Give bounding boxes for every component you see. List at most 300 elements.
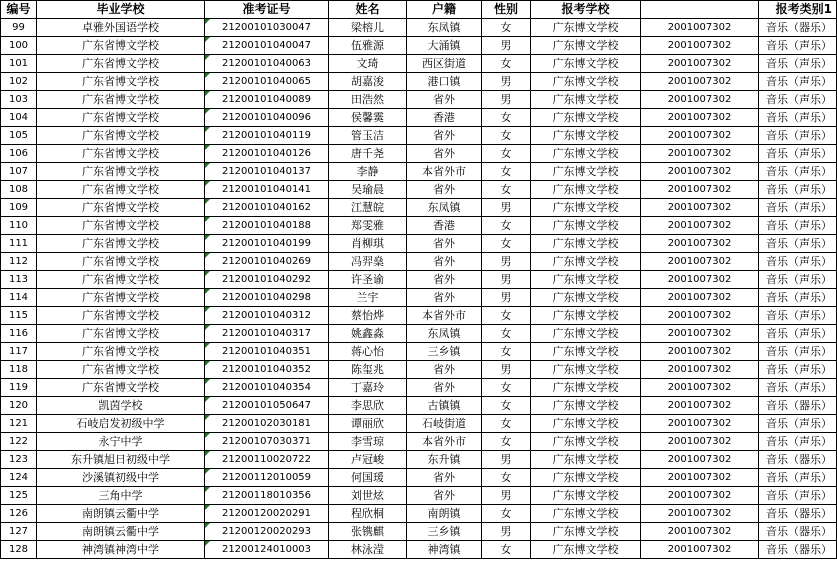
cell-category: 音乐（器乐） xyxy=(759,397,837,415)
cell-apply-school: 广东博文学校 xyxy=(531,487,641,505)
cell-name: 吴瑜晨 xyxy=(329,181,407,199)
cell-hukou: 省外 xyxy=(407,271,482,289)
cell-exam-no: 21200101040199 xyxy=(205,235,329,253)
cell-hukou: 本省外市 xyxy=(407,307,482,325)
cell-hukou: 香港 xyxy=(407,109,482,127)
table-row xyxy=(1,199,837,217)
table-row xyxy=(1,343,837,361)
cell-apply-school: 广东博文学校 xyxy=(531,523,641,541)
cell-hukou: 省外 xyxy=(407,361,482,379)
cell-hukou: 大涌镇 xyxy=(407,37,482,55)
cell-apply-school: 广东博文学校 xyxy=(531,289,641,307)
cell-id: 112 xyxy=(1,253,37,271)
table-row xyxy=(1,253,837,271)
cell-id: 105 xyxy=(1,127,37,145)
cell-exam-no: 21200101040065 xyxy=(205,73,329,91)
table-body xyxy=(1,19,837,559)
cell-name: 何国瑗 xyxy=(329,469,407,487)
cell-id: 126 xyxy=(1,505,37,523)
cell-apply-school: 广东博文学校 xyxy=(531,433,641,451)
cell-gender: 女 xyxy=(482,397,531,415)
cell-name: 姚鑫淼 xyxy=(329,325,407,343)
cell-name: 张镌麒 xyxy=(329,523,407,541)
cell-gender: 男 xyxy=(482,361,531,379)
table-row xyxy=(1,289,837,307)
cell-code: 2001007302 xyxy=(641,451,759,469)
cell-school: 广东省博文学校 xyxy=(37,55,205,73)
cell-code: 2001007302 xyxy=(641,487,759,505)
cell-exam-no: 21200101040312 xyxy=(205,307,329,325)
cell-gender: 女 xyxy=(482,325,531,343)
cell-id: 101 xyxy=(1,55,37,73)
cell-code: 2001007302 xyxy=(641,199,759,217)
cell-category: 音乐（声乐） xyxy=(759,37,837,55)
cell-name: 陈玺兆 xyxy=(329,361,407,379)
cell-id: 111 xyxy=(1,235,37,253)
cell-exam-no: 21200101040047 xyxy=(205,37,329,55)
table-row xyxy=(1,37,837,55)
cell-gender: 男 xyxy=(482,523,531,541)
cell-hukou: 西区街道 xyxy=(407,55,482,73)
cell-category: 音乐（器乐） xyxy=(759,451,837,469)
cell-school: 广东省博文学校 xyxy=(37,271,205,289)
cell-code: 2001007302 xyxy=(641,271,759,289)
cell-hukou: 东凤镇 xyxy=(407,199,482,217)
cell-id: 109 xyxy=(1,199,37,217)
cell-code: 2001007302 xyxy=(641,73,759,91)
header-id: 编号 xyxy=(1,1,37,19)
cell-apply-school: 广东博文学校 xyxy=(531,181,641,199)
table-row xyxy=(1,271,837,289)
cell-id: 106 xyxy=(1,145,37,163)
cell-name: 李静 xyxy=(329,163,407,181)
cell-id: 117 xyxy=(1,343,37,361)
cell-school: 沙溪镇初级中学 xyxy=(37,469,205,487)
table-row xyxy=(1,235,837,253)
cell-gender: 女 xyxy=(482,235,531,253)
table-row xyxy=(1,433,837,451)
cell-name: 唐千尧 xyxy=(329,145,407,163)
table-row xyxy=(1,109,837,127)
table-row xyxy=(1,415,837,433)
cell-exam-no: 21200101040096 xyxy=(205,109,329,127)
cell-id: 104 xyxy=(1,109,37,127)
cell-gender: 男 xyxy=(482,91,531,109)
cell-school: 广东省博文学校 xyxy=(37,307,205,325)
cell-gender: 男 xyxy=(482,451,531,469)
cell-id: 121 xyxy=(1,415,37,433)
cell-hukou: 省外 xyxy=(407,181,482,199)
cell-code: 2001007302 xyxy=(641,145,759,163)
cell-gender: 女 xyxy=(482,505,531,523)
cell-school: 神湾镇神湾中学 xyxy=(37,541,205,559)
cell-code: 2001007302 xyxy=(641,307,759,325)
cell-exam-no: 21200101040317 xyxy=(205,325,329,343)
cell-gender: 女 xyxy=(482,55,531,73)
cell-gender: 男 xyxy=(482,289,531,307)
cell-apply-school: 广东博文学校 xyxy=(531,397,641,415)
cell-code: 2001007302 xyxy=(641,343,759,361)
cell-gender: 女 xyxy=(482,433,531,451)
cell-hukou: 三乡镇 xyxy=(407,343,482,361)
cell-category: 音乐（声乐） xyxy=(759,325,837,343)
table-row xyxy=(1,163,837,181)
cell-school: 三角中学 xyxy=(37,487,205,505)
table-row xyxy=(1,307,837,325)
cell-category: 音乐（声乐） xyxy=(759,469,837,487)
cell-id: 123 xyxy=(1,451,37,469)
cell-code: 2001007302 xyxy=(641,541,759,559)
cell-name: 田浩然 xyxy=(329,91,407,109)
cell-school: 广东省博文学校 xyxy=(37,289,205,307)
cell-gender: 男 xyxy=(482,199,531,217)
cell-hukou: 省外 xyxy=(407,469,482,487)
table-row xyxy=(1,73,837,91)
cell-gender: 女 xyxy=(482,379,531,397)
cell-exam-no: 21200124010003 xyxy=(205,541,329,559)
cell-hukou: 东升镇 xyxy=(407,451,482,469)
cell-apply-school: 广东博文学校 xyxy=(531,19,641,37)
table-row xyxy=(1,181,837,199)
cell-category: 音乐（声乐） xyxy=(759,91,837,109)
cell-exam-no: 21200101040141 xyxy=(205,181,329,199)
cell-hukou: 古镇镇 xyxy=(407,397,482,415)
header-name: 姓名 xyxy=(329,1,407,19)
header-code xyxy=(641,1,759,19)
cell-id: 120 xyxy=(1,397,37,415)
cell-exam-no: 21200101040354 xyxy=(205,379,329,397)
cell-school: 广东省博文学校 xyxy=(37,343,205,361)
cell-id: 102 xyxy=(1,73,37,91)
cell-exam-no: 21200102030181 xyxy=(205,415,329,433)
cell-name: 胡嘉浚 xyxy=(329,73,407,91)
cell-code: 2001007302 xyxy=(641,433,759,451)
cell-code: 2001007302 xyxy=(641,163,759,181)
cell-gender: 男 xyxy=(482,73,531,91)
cell-exam-no: 21200101040089 xyxy=(205,91,329,109)
header-category: 报考类别1 xyxy=(759,1,837,19)
cell-id: 128 xyxy=(1,541,37,559)
cell-exam-no: 21200110020722 xyxy=(205,451,329,469)
cell-gender: 男 xyxy=(482,37,531,55)
cell-category: 音乐（声乐） xyxy=(759,73,837,91)
cell-category: 音乐（声乐） xyxy=(759,343,837,361)
header-exam-no: 准考证号 xyxy=(205,1,329,19)
cell-hukou: 省外 xyxy=(407,253,482,271)
cell-code: 2001007302 xyxy=(641,289,759,307)
cell-name: 蔡怡烨 xyxy=(329,307,407,325)
cell-exam-no: 21200101050647 xyxy=(205,397,329,415)
cell-name: 侯馨霙 xyxy=(329,109,407,127)
cell-code: 2001007302 xyxy=(641,109,759,127)
cell-school: 广东省博文学校 xyxy=(37,379,205,397)
cell-exam-no: 21200101040352 xyxy=(205,361,329,379)
header-gender: 性别 xyxy=(482,1,531,19)
cell-category: 音乐（声乐） xyxy=(759,55,837,73)
cell-category: 音乐（声乐） xyxy=(759,487,837,505)
cell-apply-school: 广东博文学校 xyxy=(531,361,641,379)
cell-gender: 女 xyxy=(482,307,531,325)
cell-school: 广东省博文学校 xyxy=(37,325,205,343)
cell-exam-no: 21200101040188 xyxy=(205,217,329,235)
cell-code: 2001007302 xyxy=(641,253,759,271)
cell-gender: 女 xyxy=(482,217,531,235)
cell-exam-no: 21200101040126 xyxy=(205,145,329,163)
cell-hukou: 南朗镇 xyxy=(407,505,482,523)
cell-id: 99 xyxy=(1,19,37,37)
table-row xyxy=(1,469,837,487)
cell-school: 广东省博文学校 xyxy=(37,163,205,181)
cell-hukou: 省外 xyxy=(407,235,482,253)
cell-exam-no: 21200101030047 xyxy=(205,19,329,37)
cell-code: 2001007302 xyxy=(641,379,759,397)
table-row xyxy=(1,397,837,415)
cell-exam-no: 21200112010059 xyxy=(205,469,329,487)
cell-school: 广东省博文学校 xyxy=(37,91,205,109)
cell-id: 124 xyxy=(1,469,37,487)
cell-name: 兰宇 xyxy=(329,289,407,307)
cell-school: 东升镇旭日初级中学 xyxy=(37,451,205,469)
cell-school: 广东省博文学校 xyxy=(37,37,205,55)
cell-gender: 女 xyxy=(482,343,531,361)
cell-gender: 男 xyxy=(482,487,531,505)
cell-gender: 男 xyxy=(482,271,531,289)
cell-school: 广东省博文学校 xyxy=(37,235,205,253)
table-row xyxy=(1,361,837,379)
cell-school: 广东省博文学校 xyxy=(37,73,205,91)
cell-name: 程欣桐 xyxy=(329,505,407,523)
cell-apply-school: 广东博文学校 xyxy=(531,55,641,73)
cell-school: 广东省博文学校 xyxy=(37,199,205,217)
cell-apply-school: 广东博文学校 xyxy=(531,325,641,343)
cell-id: 125 xyxy=(1,487,37,505)
cell-hukou: 省外 xyxy=(407,487,482,505)
cell-school: 广东省博文学校 xyxy=(37,361,205,379)
cell-hukou: 东凤镇 xyxy=(407,325,482,343)
cell-category: 音乐（器乐） xyxy=(759,523,837,541)
cell-apply-school: 广东博文学校 xyxy=(531,271,641,289)
table-row xyxy=(1,91,837,109)
cell-exam-no: 21200120020293 xyxy=(205,523,329,541)
cell-gender: 女 xyxy=(482,127,531,145)
cell-name: 郑雯雅 xyxy=(329,217,407,235)
cell-apply-school: 广东博文学校 xyxy=(531,235,641,253)
cell-exam-no: 21200101040162 xyxy=(205,199,329,217)
table-row xyxy=(1,451,837,469)
cell-id: 118 xyxy=(1,361,37,379)
cell-exam-no: 21200120020291 xyxy=(205,505,329,523)
cell-category: 音乐（器乐） xyxy=(759,505,837,523)
cell-id: 115 xyxy=(1,307,37,325)
cell-id: 110 xyxy=(1,217,37,235)
cell-school: 广东省博文学校 xyxy=(37,181,205,199)
cell-school: 南朗镇云衢中学 xyxy=(37,523,205,541)
table-row xyxy=(1,19,837,37)
cell-category: 音乐（声乐） xyxy=(759,271,837,289)
cell-gender: 女 xyxy=(482,163,531,181)
cell-code: 2001007302 xyxy=(641,523,759,541)
cell-hukou: 石岐街道 xyxy=(407,415,482,433)
cell-name: 丁嘉玲 xyxy=(329,379,407,397)
cell-id: 119 xyxy=(1,379,37,397)
cell-hukou: 香港 xyxy=(407,217,482,235)
cell-apply-school: 广东博文学校 xyxy=(531,415,641,433)
cell-exam-no: 21200101040351 xyxy=(205,343,329,361)
cell-apply-school: 广东博文学校 xyxy=(531,307,641,325)
cell-exam-no: 21200101040292 xyxy=(205,271,329,289)
cell-id: 113 xyxy=(1,271,37,289)
cell-id: 108 xyxy=(1,181,37,199)
cell-name: 伍雅源 xyxy=(329,37,407,55)
table-row xyxy=(1,487,837,505)
cell-apply-school: 广东博文学校 xyxy=(531,73,641,91)
cell-category: 音乐（声乐） xyxy=(759,199,837,217)
cell-id: 103 xyxy=(1,91,37,109)
cell-exam-no: 21200101040298 xyxy=(205,289,329,307)
cell-code: 2001007302 xyxy=(641,397,759,415)
cell-gender: 女 xyxy=(482,109,531,127)
cell-exam-no: 21200101040119 xyxy=(205,127,329,145)
cell-category: 音乐（声乐） xyxy=(759,433,837,451)
cell-code: 2001007302 xyxy=(641,505,759,523)
table-row xyxy=(1,145,837,163)
cell-exam-no: 21200101040063 xyxy=(205,55,329,73)
cell-category: 音乐（声乐） xyxy=(759,379,837,397)
cell-gender: 女 xyxy=(482,541,531,559)
cell-apply-school: 广东博文学校 xyxy=(531,199,641,217)
cell-school: 南朗镇云衢中学 xyxy=(37,505,205,523)
cell-id: 100 xyxy=(1,37,37,55)
cell-category: 音乐（声乐） xyxy=(759,127,837,145)
cell-code: 2001007302 xyxy=(641,415,759,433)
cell-category: 音乐（声乐） xyxy=(759,217,837,235)
cell-school: 广东省博文学校 xyxy=(37,127,205,145)
cell-apply-school: 广东博文学校 xyxy=(531,37,641,55)
cell-school: 广东省博文学校 xyxy=(37,145,205,163)
cell-code: 2001007302 xyxy=(641,91,759,109)
cell-code: 2001007302 xyxy=(641,55,759,73)
cell-name: 管玉洁 xyxy=(329,127,407,145)
table-row xyxy=(1,127,837,145)
cell-apply-school: 广东博文学校 xyxy=(531,469,641,487)
cell-hukou: 三乡镇 xyxy=(407,523,482,541)
cell-category: 音乐（声乐） xyxy=(759,145,837,163)
cell-name: 江慧皖 xyxy=(329,199,407,217)
cell-name: 林泳滢 xyxy=(329,541,407,559)
cell-category: 音乐（声乐） xyxy=(759,415,837,433)
cell-hukou: 本省外市 xyxy=(407,433,482,451)
cell-name: 肖柳琪 xyxy=(329,235,407,253)
cell-hukou: 省外 xyxy=(407,127,482,145)
cell-apply-school: 广东博文学校 xyxy=(531,163,641,181)
cell-gender: 女 xyxy=(482,181,531,199)
cell-code: 2001007302 xyxy=(641,361,759,379)
cell-apply-school: 广东博文学校 xyxy=(531,109,641,127)
cell-school: 广东省博文学校 xyxy=(37,253,205,271)
cell-apply-school: 广东博文学校 xyxy=(531,505,641,523)
cell-apply-school: 广东博文学校 xyxy=(531,91,641,109)
cell-category: 音乐（器乐） xyxy=(759,541,837,559)
cell-code: 2001007302 xyxy=(641,469,759,487)
cell-school: 永宁中学 xyxy=(37,433,205,451)
cell-name: 蒋心怡 xyxy=(329,343,407,361)
cell-name: 刘世炫 xyxy=(329,487,407,505)
cell-apply-school: 广东博文学校 xyxy=(531,127,641,145)
cell-school: 石岐启发初级中学 xyxy=(37,415,205,433)
cell-code: 2001007302 xyxy=(641,325,759,343)
cell-name: 文琦 xyxy=(329,55,407,73)
cell-hukou: 省外 xyxy=(407,289,482,307)
cell-gender: 女 xyxy=(482,19,531,37)
header-hukou: 户籍 xyxy=(407,1,482,19)
cell-apply-school: 广东博文学校 xyxy=(531,451,641,469)
cell-exam-no: 21200107030371 xyxy=(205,433,329,451)
cell-hukou: 本省外市 xyxy=(407,163,482,181)
table-row xyxy=(1,505,837,523)
cell-exam-no: 21200101040137 xyxy=(205,163,329,181)
cell-apply-school: 广东博文学校 xyxy=(531,541,641,559)
cell-id: 107 xyxy=(1,163,37,181)
cell-category: 音乐（声乐） xyxy=(759,109,837,127)
cell-code: 2001007302 xyxy=(641,181,759,199)
cell-category: 音乐（声乐） xyxy=(759,235,837,253)
cell-name: 冯羿燊 xyxy=(329,253,407,271)
cell-apply-school: 广东博文学校 xyxy=(531,253,641,271)
cell-hukou: 东凤镇 xyxy=(407,19,482,37)
table-row xyxy=(1,379,837,397)
header-row xyxy=(1,1,837,19)
table-row xyxy=(1,325,837,343)
cell-code: 2001007302 xyxy=(641,37,759,55)
cell-school: 卓雅外国语学校 xyxy=(37,19,205,37)
header-school: 毕业学校 xyxy=(37,1,205,19)
table-row xyxy=(1,523,837,541)
header-apply-school: 报考学校 xyxy=(531,1,641,19)
cell-category: 音乐（声乐） xyxy=(759,253,837,271)
cell-id: 127 xyxy=(1,523,37,541)
cell-category: 音乐（声乐） xyxy=(759,181,837,199)
cell-code: 2001007302 xyxy=(641,235,759,253)
cell-exam-no: 21200101040269 xyxy=(205,253,329,271)
cell-apply-school: 广东博文学校 xyxy=(531,145,641,163)
cell-school: 广东省博文学校 xyxy=(37,217,205,235)
cell-code: 2001007302 xyxy=(641,19,759,37)
cell-hukou: 省外 xyxy=(407,91,482,109)
cell-category: 音乐（器乐） xyxy=(759,19,837,37)
cell-hukou: 港口镇 xyxy=(407,73,482,91)
cell-apply-school: 广东博文学校 xyxy=(531,379,641,397)
cell-name: 李雪琼 xyxy=(329,433,407,451)
cell-id: 116 xyxy=(1,325,37,343)
cell-apply-school: 广东博文学校 xyxy=(531,343,641,361)
cell-hukou: 省外 xyxy=(407,145,482,163)
table-row xyxy=(1,217,837,235)
cell-id: 114 xyxy=(1,289,37,307)
cell-school: 凯茵学校 xyxy=(37,397,205,415)
cell-name: 梁榕儿 xyxy=(329,19,407,37)
table-row xyxy=(1,541,837,559)
cell-apply-school: 广东博文学校 xyxy=(531,217,641,235)
cell-gender: 女 xyxy=(482,415,531,433)
cell-id: 122 xyxy=(1,433,37,451)
cell-category: 音乐（声乐） xyxy=(759,307,837,325)
cell-name: 李思欣 xyxy=(329,397,407,415)
cell-gender: 男 xyxy=(482,253,531,271)
cell-name: 卢冠峻 xyxy=(329,451,407,469)
cell-code: 2001007302 xyxy=(641,127,759,145)
cell-code: 2001007302 xyxy=(641,217,759,235)
cell-category: 音乐（声乐） xyxy=(759,163,837,181)
